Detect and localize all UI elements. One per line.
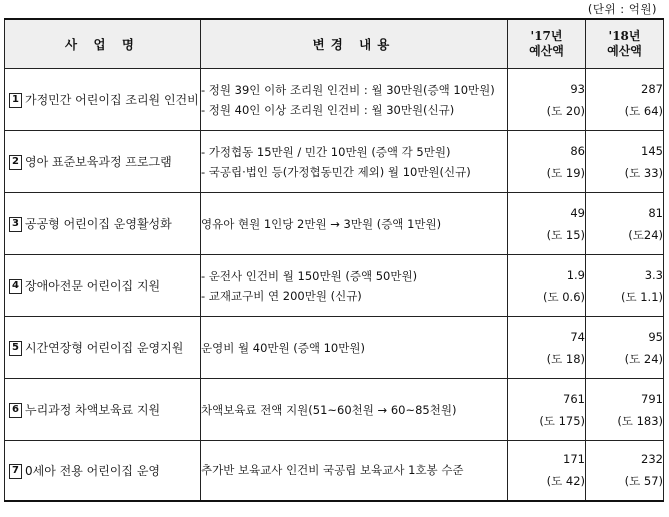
table-row	[5, 69, 664, 131]
change-detail-line: - 정원 39인 이하 조리원 인건비 : 월 30만원(증액 10만원)	[201, 82, 495, 97]
project-name-cell	[5, 193, 201, 255]
change-detail-line: - 교재교구비 연 200만원 (신규)	[201, 288, 362, 303]
project-name: 가정민간 어린이집 조리원 인건비	[25, 93, 199, 107]
change-detail-line: - 가정협동 15만원 / 민간 10만원 (증액 각 5만원)	[201, 144, 451, 159]
item-number-box: 6	[9, 403, 22, 418]
province-share: (도 19)	[546, 165, 585, 180]
project-name: 시간연장형 어린이집 운영지원	[25, 341, 184, 355]
project-name-cell	[5, 317, 201, 379]
budget-2017-cell	[508, 255, 586, 317]
header-change: 변경 내용	[201, 19, 508, 69]
table-row	[5, 255, 664, 317]
province-share: (도 175)	[539, 413, 585, 428]
table-row	[5, 317, 664, 379]
budget-2018-cell	[586, 69, 664, 131]
change-detail-cell	[201, 69, 508, 131]
budget-amount: 761	[563, 391, 585, 406]
project-name-cell	[5, 379, 201, 441]
project-name: 공공형 어린이집 운영활성화	[25, 217, 172, 231]
change-detail-cell	[201, 131, 508, 193]
change-detail-line: 추가반 보육교사 인건비 국공립 보육교사 1호봉 수준	[201, 463, 464, 478]
unit-note: (단위 : 억원)	[587, 2, 657, 16]
budget-amount: 171	[563, 452, 585, 467]
province-share: (도 64)	[624, 103, 663, 118]
header-2018-label: 예산액	[607, 44, 642, 58]
item-number-box: 2	[9, 155, 22, 170]
table-row	[5, 193, 664, 255]
budget-amount: 145	[641, 143, 663, 158]
header-2018-year: '18년	[608, 29, 641, 43]
province-share: (도 57)	[624, 474, 663, 489]
budget-amount: 93	[570, 81, 585, 96]
item-number-box: 3	[9, 217, 22, 232]
budget-table	[4, 18, 664, 502]
province-share: (도 33)	[624, 165, 663, 180]
budget-amount: 3.3	[644, 267, 663, 282]
province-share: (도 183)	[617, 413, 663, 428]
budget-2017-cell	[508, 193, 586, 255]
change-detail-line: - 국공립·법인 등(가정협동민간 제외) 월 10만원(신규)	[201, 164, 471, 179]
province-share: (도 20)	[546, 103, 585, 118]
project-name: 장애아전문 어린이집 지원	[25, 279, 161, 293]
province-share: (도 1.1)	[620, 289, 663, 304]
budget-2018-cell	[586, 255, 664, 317]
change-detail-line: - 운전사 인건비 월 150만원 (증액 50만원)	[201, 268, 418, 283]
province-share: (도 42)	[546, 474, 585, 489]
header-2017-year: '17년	[530, 29, 563, 43]
header-2017-budget	[508, 19, 586, 69]
change-detail-cell	[201, 441, 508, 501]
province-share: (도 0.6)	[542, 289, 585, 304]
table-row	[5, 441, 664, 501]
project-name-cell	[5, 255, 201, 317]
change-detail-line: 운영비 월 40만원 (증액 10만원)	[201, 340, 365, 355]
header-2017-label: 예산액	[529, 44, 564, 58]
budget-amount: 49	[570, 205, 585, 220]
budget-amount: 74	[570, 329, 585, 344]
budget-2017-cell	[508, 317, 586, 379]
budget-2017-cell	[508, 441, 586, 501]
budget-amount: 1.9	[566, 267, 585, 282]
project-name: 0세아 전용 어린이집 운영	[25, 463, 160, 478]
province-share: (도 15)	[546, 227, 585, 242]
table-row	[5, 379, 664, 441]
budget-amount: 81	[648, 205, 663, 220]
budget-amount: 86	[570, 143, 585, 158]
change-detail-cell	[201, 317, 508, 379]
change-detail-line: 차액보육료 전액 지원(51~60천원 → 60~85천원)	[201, 402, 457, 417]
header-row	[5, 19, 664, 69]
change-detail-cell	[201, 193, 508, 255]
change-detail-line: - 정원 40인 이상 조리원 인건비 : 월 30만원(신규)	[201, 102, 455, 117]
table-row	[5, 131, 664, 193]
province-share: (도 24)	[624, 351, 663, 366]
header-project: 사 업 명	[5, 19, 201, 69]
budget-amount: 232	[641, 452, 663, 467]
header-2018-budget	[586, 19, 664, 69]
change-detail-cell	[201, 255, 508, 317]
item-number-box: 5	[9, 341, 22, 356]
budget-amount: 95	[648, 329, 663, 344]
project-name-cell	[5, 69, 201, 131]
project-name: 누리과정 차액보육료 지원	[25, 403, 161, 417]
province-share: (도 18)	[546, 351, 585, 366]
budget-2018-cell	[586, 317, 664, 379]
budget-2018-cell	[586, 379, 664, 441]
item-number-box: 7	[9, 464, 22, 479]
budget-2017-cell	[508, 69, 586, 131]
change-detail-line: 영유아 현원 1인당 2만원 → 3만원 (증액 1만원)	[201, 216, 442, 231]
budget-2018-cell	[586, 441, 664, 501]
project-name-cell	[5, 131, 201, 193]
province-share: (도24)	[628, 227, 663, 242]
budget-2018-cell	[586, 131, 664, 193]
budget-amount: 791	[641, 391, 663, 406]
budget-amount: 287	[641, 81, 663, 96]
budget-2017-cell	[508, 379, 586, 441]
budget-2017-cell	[508, 131, 586, 193]
project-name-cell	[5, 441, 201, 501]
item-number-box: 1	[9, 93, 22, 108]
budget-2018-cell	[586, 193, 664, 255]
change-detail-cell	[201, 379, 508, 441]
project-name: 영아 표준보육과정 프로그램	[25, 155, 172, 169]
item-number-box: 4	[9, 279, 22, 294]
